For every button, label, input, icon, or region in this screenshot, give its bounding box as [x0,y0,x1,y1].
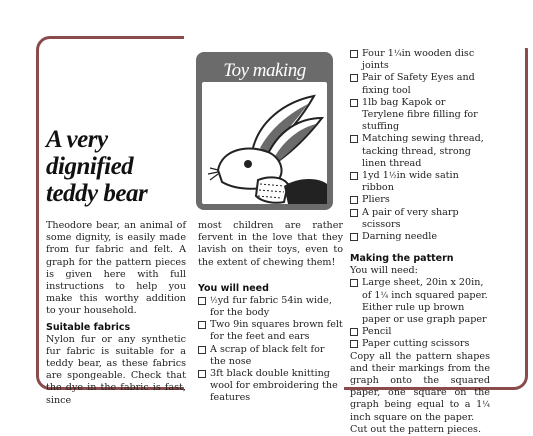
checkbox-icon [350,99,358,107]
checkbox-icon [198,297,206,305]
checkbox-icon [350,279,358,287]
intro-paragraph: Theodore bear, an animal of some dignity, is easily made from fur fabric and felt. A graph for the pattern pieces is given here with full instructions to help you make this worthy addition to your household. [46,220,186,317]
list-item: 1lb bag Kapok or Terylene fibre filling for stuffing [350,97,490,134]
making-pattern-heading: Making the pattern [350,253,454,265]
list-item: ½yd fur fabric 54in wide, for the body [198,295,343,319]
making-pattern-sub: You will need: [350,265,418,277]
list-item: Four 1¼in wooden disc joints [350,48,490,72]
column-1 [46,220,186,407]
checkbox-icon [350,135,358,143]
list-item: Darning needle [350,231,490,243]
list-item: Pliers [350,194,490,206]
fabrics-heading: Suitable fabrics [46,321,131,333]
list-item: 1yd 1½in wide satin ribbon [350,170,490,194]
continued-paragraph: most children are rather fervent in the love that they lavish on their toys, even to the extent of chewing them! [198,220,343,268]
list-item: A scrap of black felt for the nose [198,344,343,368]
checkbox-icon [198,346,206,354]
list-item: 3ft black double knitting wool for embroidering the features [198,368,343,405]
pattern-cut-instruction: Cut out the pattern pieces. [350,423,482,435]
checkbox-icon [350,209,358,217]
title-line: A very [46,126,108,153]
article-title [46,126,186,207]
checkbox-icon [350,50,358,58]
logo-title: Toy making [223,60,306,81]
border-gap-top [184,30,532,48]
list-item: Paper cutting scissors [350,338,490,350]
column-3 [350,48,490,436]
checkbox-icon [350,74,358,82]
column-2 [198,220,343,405]
pattern-instructions: Copy all the pattern shapes and their markings from the graph onto the squared paper, one square on the graph being equal to a 1¼ inch square on the paper. [350,350,490,423]
title-line: dignified [46,153,134,180]
list-item: Matching sewing thread, tacking thread, strong linen thread [350,133,490,170]
checkbox-icon [350,196,358,204]
you-will-need-heading: You will need [198,282,269,294]
fabrics-paragraph: Nylon fur or any synthetic fur fabric is suitable for a teddy bear, as these fabrics are spongeable. Check that the dye in the fabric is fast, since [46,333,186,406]
title-line: teddy bear [46,180,148,207]
checkbox-icon [350,328,358,336]
checkbox-icon [350,340,358,348]
list-item: A pair of very sharp scissors [350,207,490,231]
checkbox-icon [350,233,358,241]
toy-making-logo [196,52,333,210]
list-item: Two 9in squares brown felt for the feet and ears [198,319,343,343]
list-item: Pair of Safety Eyes and fixing tool [350,72,490,96]
checkbox-icon [198,321,206,329]
checkbox-icon [350,172,358,180]
list-item: Pencil [350,326,490,338]
list-item: Large sheet, 20in x 20in, of 1¼ inch squared paper. Either rule up brown paper or use graph paper [350,277,490,326]
checkbox-icon [198,370,206,378]
